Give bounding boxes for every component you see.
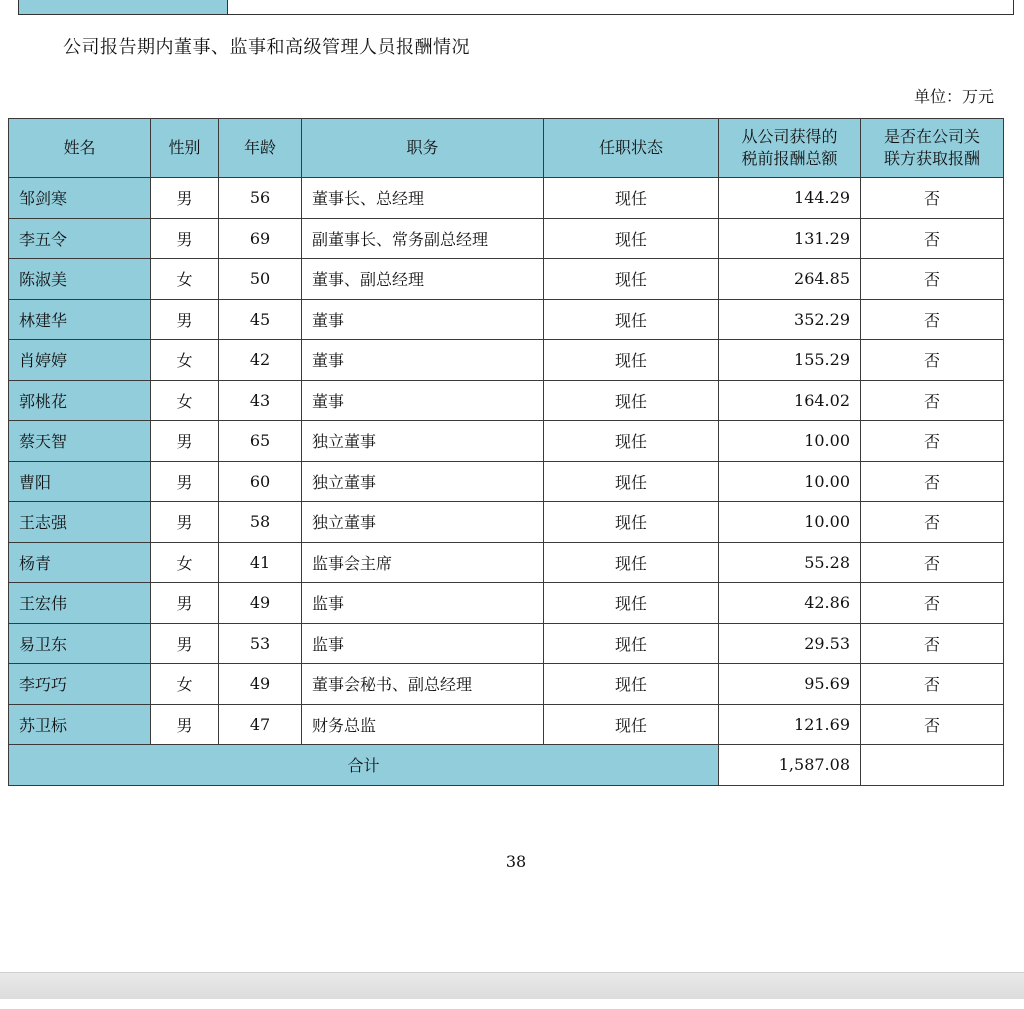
cell-age: 45 (219, 299, 302, 340)
cell-pay: 10.00 (719, 502, 861, 543)
table-row (9, 664, 1004, 705)
cell-status: 现任 (544, 704, 719, 745)
cell-name: 陈淑美 (9, 259, 151, 300)
cell-pay: 10.00 (719, 461, 861, 502)
cell-gender: 男 (151, 502, 219, 543)
cell-name: 王志强 (9, 502, 151, 543)
cell-name: 曹阳 (9, 461, 151, 502)
cell-pay: 42.86 (719, 583, 861, 624)
cell-age: 69 (219, 218, 302, 259)
table-header-row (9, 119, 1004, 178)
cell-position: 副董事长、常务副总经理 (302, 218, 544, 259)
cell-gender: 女 (151, 259, 219, 300)
cell-gender: 男 (151, 218, 219, 259)
cell-gender: 男 (151, 461, 219, 502)
cell-age: 47 (219, 704, 302, 745)
cell-age: 41 (219, 542, 302, 583)
cell-position: 董事长、总经理 (302, 178, 544, 219)
table-row (9, 218, 1004, 259)
table-row (9, 380, 1004, 421)
cell-gender: 男 (151, 704, 219, 745)
table-row (9, 259, 1004, 300)
cell-age: 60 (219, 461, 302, 502)
page-number: 38 (505, 852, 527, 871)
cell-related: 否 (861, 178, 1004, 219)
cell-related: 否 (861, 461, 1004, 502)
cell-related: 否 (861, 340, 1004, 381)
cell-related: 否 (861, 502, 1004, 543)
cell-age: 53 (219, 623, 302, 664)
header-age: 年龄 (219, 119, 302, 178)
cell-status: 现任 (544, 542, 719, 583)
cell-gender: 女 (151, 542, 219, 583)
table-row (9, 299, 1004, 340)
cell-status: 现任 (544, 259, 719, 300)
cell-position: 监事会主席 (302, 542, 544, 583)
table-row (9, 461, 1004, 502)
cell-name: 林建华 (9, 299, 151, 340)
cell-status: 现任 (544, 623, 719, 664)
cell-pay: 164.02 (719, 380, 861, 421)
cell-status: 现任 (544, 218, 719, 259)
total-related-empty (861, 745, 1004, 786)
cell-related: 否 (861, 299, 1004, 340)
cell-pay: 131.29 (719, 218, 861, 259)
cell-position: 董事 (302, 340, 544, 381)
cell-name: 杨青 (9, 542, 151, 583)
cell-name: 肖婷婷 (9, 340, 151, 381)
cell-status: 现任 (544, 421, 719, 462)
cell-position: 董事 (302, 380, 544, 421)
cell-related: 否 (861, 623, 1004, 664)
cell-pay: 352.29 (719, 299, 861, 340)
total-pay: 1,587.08 (719, 745, 861, 786)
cell-name: 易卫东 (9, 623, 151, 664)
cell-position: 董事会秘书、副总经理 (302, 664, 544, 705)
cell-position: 监事 (302, 623, 544, 664)
cell-gender: 女 (151, 340, 219, 381)
cell-pay: 144.29 (719, 178, 861, 219)
cell-position: 独立董事 (302, 461, 544, 502)
cell-name: 王宏伟 (9, 583, 151, 624)
cell-name: 李巧巧 (9, 664, 151, 705)
cell-gender: 男 (151, 583, 219, 624)
table-row (9, 178, 1004, 219)
cell-status: 现任 (544, 664, 719, 705)
cell-pay: 10.00 (719, 421, 861, 462)
cell-related: 否 (861, 583, 1004, 624)
header-status: 任职状态 (544, 119, 719, 178)
cell-status: 现任 (544, 502, 719, 543)
cell-related: 否 (861, 380, 1004, 421)
cell-name: 蔡天智 (9, 421, 151, 462)
header-pay-line2: 税前报酬总额 (741, 149, 838, 168)
table-row (9, 502, 1004, 543)
cell-status: 现任 (544, 583, 719, 624)
cell-age: 43 (219, 380, 302, 421)
cell-age: 49 (219, 664, 302, 705)
previous-table-cell (19, 0, 228, 14)
cell-gender: 女 (151, 664, 219, 705)
section-title: 公司报告期内董事、监事和高级管理人员报酬情况 (63, 37, 470, 58)
cell-age: 42 (219, 340, 302, 381)
cell-pay: 55.28 (719, 542, 861, 583)
cell-pay: 29.53 (719, 623, 861, 664)
cell-status: 现任 (544, 178, 719, 219)
cell-position: 独立董事 (302, 421, 544, 462)
cell-age: 58 (219, 502, 302, 543)
cell-position: 财务总监 (302, 704, 544, 745)
cell-pay: 121.69 (719, 704, 861, 745)
table-row (9, 583, 1004, 624)
table-row (9, 542, 1004, 583)
cell-age: 49 (219, 583, 302, 624)
header-pay-line1: 从公司获得的 (741, 127, 838, 146)
cell-position: 董事 (302, 299, 544, 340)
cell-name: 苏卫标 (9, 704, 151, 745)
cell-related: 否 (861, 259, 1004, 300)
previous-table-fragment (18, 0, 1014, 15)
header-related-line2: 联方获取报酬 (883, 149, 980, 168)
header-name: 姓名 (9, 119, 151, 178)
header-pretax-pay (719, 119, 861, 178)
cell-related: 否 (861, 664, 1004, 705)
cell-position: 独立董事 (302, 502, 544, 543)
cell-gender: 男 (151, 299, 219, 340)
compensation-table (8, 118, 1004, 786)
cell-age: 65 (219, 421, 302, 462)
header-related-party-pay (861, 119, 1004, 178)
cell-age: 50 (219, 259, 302, 300)
cell-gender: 男 (151, 178, 219, 219)
cell-status: 现任 (544, 340, 719, 381)
header-related-line1: 是否在公司关 (883, 127, 980, 146)
cell-status: 现任 (544, 380, 719, 421)
cell-position: 监事 (302, 583, 544, 624)
cell-gender: 男 (151, 623, 219, 664)
previous-table-cell (228, 0, 1013, 14)
cell-name: 邹剑寒 (9, 178, 151, 219)
cell-age: 56 (219, 178, 302, 219)
cell-name: 李五令 (9, 218, 151, 259)
viewer-bottom-bar (0, 972, 1024, 999)
cell-pay: 95.69 (719, 664, 861, 705)
cell-status: 现任 (544, 461, 719, 502)
cell-related: 否 (861, 542, 1004, 583)
cell-pay: 155.29 (719, 340, 861, 381)
total-row (9, 745, 1004, 786)
cell-related: 否 (861, 421, 1004, 462)
cell-status: 现任 (544, 299, 719, 340)
cell-gender: 男 (151, 421, 219, 462)
table-row (9, 704, 1004, 745)
total-label: 合计 (9, 745, 719, 786)
cell-pay: 264.85 (719, 259, 861, 300)
header-position: 职务 (302, 119, 544, 178)
cell-position: 董事、副总经理 (302, 259, 544, 300)
cell-gender: 女 (151, 380, 219, 421)
table-row (9, 623, 1004, 664)
header-gender: 性别 (151, 119, 219, 178)
table-row (9, 421, 1004, 462)
cell-related: 否 (861, 704, 1004, 745)
unit-label: 单位：万元 (913, 87, 994, 106)
table-row (9, 340, 1004, 381)
cell-related: 否 (861, 218, 1004, 259)
cell-name: 郭桃花 (9, 380, 151, 421)
